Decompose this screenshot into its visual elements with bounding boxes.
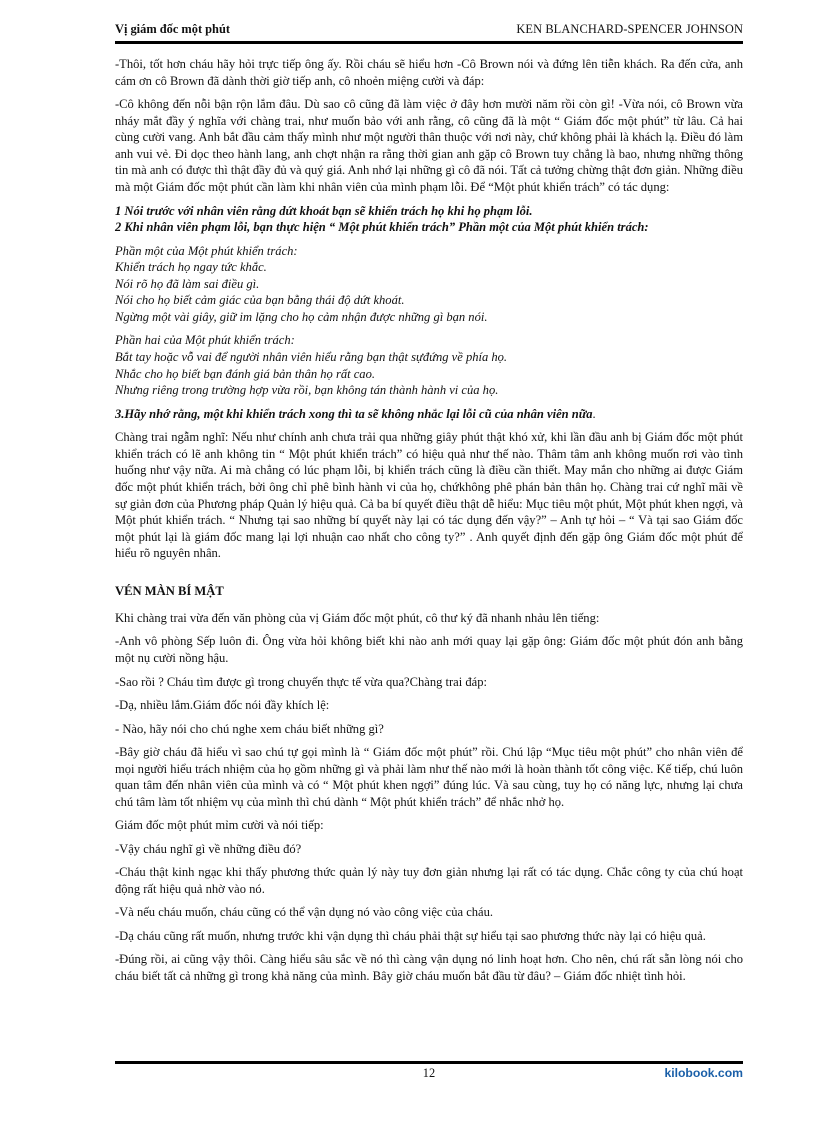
list-item: Phần hai của Một phút khiển trách: xyxy=(115,333,295,348)
header-rule xyxy=(115,41,743,44)
list-item: Nhắc cho họ biết bạn đánh giá bản thân họ rất cao. xyxy=(115,366,375,381)
section-heading: VÉN MÀN BÍ MẬT xyxy=(115,583,224,598)
list-item: Nói cho họ biết cảm giác của bạn bằng thái độ dứt khoát. xyxy=(115,293,405,308)
paragraph: Khi chàng trai vừa đến văn phòng của vị Giám đốc một phút, cô thư ký đã nhanh nhảu lên tiếng: xyxy=(115,610,600,625)
rule-3-period: . xyxy=(592,406,596,421)
paragraph: -Đúng rồi, ai cũng vậy thôi. Càng hiểu sâu sắc về nó thì càng vận dụng nó linh hoạt hơn. Cho nên, chú rất sẵn lòng nói cho cháu biết tất cả những gì trong khả năng của mình. Bây giờ cháu muốn bắt đầu từ đâu? – Giám đốc nhiệt tình hỏi. xyxy=(115,952,743,983)
rule-3-text: 3.Hãy nhớ rằng, một khi khiển trách xong thì ta sẽ không nhắc lại lỗi cũ của nhân viên nữa xyxy=(115,406,593,421)
paragraph: -Bây giờ cháu đã hiểu vì sao chú tự gọi mình là “ Giám đốc một phút” rồi. Chú lập “Mục tiêu một phút” cho nhân viên để mọi người hiểu trách nhiệm của họ gồm những gì và phải làm như thế nào mới là hoàn thành tốt công việc. Kế tiếp, chú luôn quan tâm đến nhân viên của mình và có “ Một phút khen ngợi” đúng lúc. Và sau cùng, tuy họ có năng lực, nhưng lại chưa chú tâm làm tốt nhiệm vụ của mình thì chú dành “ Một phút khiển trách” để nhắc nhở họ. xyxy=(115,744,743,809)
paragraph: -Cháu thật kinh ngạc khi thấy phương thức quản lý này tuy đơn giản nhưng lại rất có tác dụng. Chắc công ty của chú hoạt động rất hiệu quả nhờ vào nó. xyxy=(115,865,743,896)
paragraph: -Thôi, tốt hơn cháu hãy hỏi trực tiếp ông ấy. Rồi cháu sẽ hiểu hơn -Cô Brown nói và đứng lên tiễn khách. Ra đến cửa, anh cám ơn cô Brown đã dành thời giờ tiếp anh, cô nhoẻn miệng cười và đáp: xyxy=(115,57,743,88)
paragraph: -Dạ cháu cũng rất muốn, nhưng trước khi vận dụng thì cháu phải thật sự hiểu tại sao phương thức này lại có hiệu quả. xyxy=(115,928,706,943)
list-item: Phần một của Một phút khiển trách: xyxy=(115,243,298,258)
rule-3 xyxy=(115,406,743,423)
paragraph: -Sao rồi ? Cháu tìm được gì trong chuyến thực tế vừa qua?Chàng trai đáp: xyxy=(115,674,487,689)
list-item: Nói rõ họ đã làm sai điều gì. xyxy=(115,276,260,291)
page-header xyxy=(115,22,743,36)
paragraph: -Vậy cháu nghĩ gì về những điều đó? xyxy=(115,841,302,856)
rule-1: 1 Nói trước với nhân viên rằng dứt khoát bạn sẽ khiển trách họ khi họ phạm lỗi. xyxy=(115,203,533,218)
rule-2: 2 Khi nhân viên phạm lỗi, bạn thực hiện “ Một phút khiển trách” Phần một của Một phút khiển trách: xyxy=(115,220,649,235)
paragraph: -Anh vô phòng Sếp luôn đi. Ông vừa hỏi không biết khi nào anh mới quay lại gặp ông: Giám đốc một phút đón anh bằng một nụ cười nồng hậu. xyxy=(115,634,743,666)
list-item: Bắt tay hoặc vỗ vai để người nhân viên hiểu rằng bạn thật sựđứng về phía họ. xyxy=(115,350,508,365)
paragraph: Chàng trai ngẫm nghĩ: Nếu như chính anh chưa trải qua những giây phút thật khó xử, khi lần đầu anh bị Giám đốc một phút khiển trách có lẽ anh không tin “ Một phút khiển trách” có hiệu quả như thế nào. Thâm tâm anh không muốn rơi vào tình huống như vậy nữa. Ai mà chẳng có lúc phạm lỗi, bị khiển trách cũng là điều cần thiết. May mắn cho những ai được Giám đốc một phút khiển trách, bởi ông chỉ phê bình hành vi của họ, chứkhông phê phán bản thân họ. Chàng trai cứ nghĩ mãi về sự giản đơn của Phương pháp Quản lý hiệu quả. Cả ba bí quyết điều thật dễ hiểu: Mục tiêu một phút, Một phút khen ngợi, và Một phút khiển trách. “ Nhưng tại sao những bí quyết này lại có tác dụng đến vậy?” – Anh tự hỏi – “ Và tại sao Giám đốc một phút lại là giám đốc mang lại lợi nhuận cao nhất cho công ty?” . Anh quyết định đến gặp ông Giám đốc một phút để hiểu rõ nguyên nhân. xyxy=(115,430,743,561)
list-item: Ngừng một vài giây, giữ im lặng cho họ cảm nhận được những gì bạn nói. xyxy=(115,309,488,324)
paragraph: -Dạ, nhiều lắm.Giám đốc nói đầy khích lệ: xyxy=(115,698,330,713)
list-item: Khiển trách họ ngay tức khắc. xyxy=(115,260,267,275)
part-one-list xyxy=(115,243,743,326)
page-number: 12 xyxy=(422,1066,436,1080)
paragraph: Giám đốc một phút mỉm cười và nói tiếp: xyxy=(115,818,324,833)
book-title: Vị giám đốc một phút xyxy=(115,22,230,36)
page-footer xyxy=(115,1066,743,1084)
part-two-list xyxy=(115,332,743,398)
paragraph: - Nào, hãy nói cho chú nghe xem cháu biết những gì? xyxy=(115,721,384,736)
page-body xyxy=(115,56,743,991)
book-authors: KEN BLANCHARD-SPENCER JOHNSON xyxy=(516,22,743,36)
site-link[interactable]: kilobook.com xyxy=(664,1066,743,1080)
list-item: Nhưng riêng trong trường hợp vừa rồi, bạn không tán thành hành vi của họ. xyxy=(115,383,499,398)
paragraph: -Và nếu cháu muốn, cháu cũng có thể vận dụng nó vào công việc của cháu. xyxy=(115,905,494,920)
paragraph: -Cô không đến nỗi bận rộn lắm đâu. Dù sao cô cũng đã làm việc ở đây hơn mười năm rồi còn gì! -Vừa nói, cô Brown vừa nháy mắt đầy ý nghĩa với chàng trai, như muốn bảo với anh rằng, cô cũng đã là một “ Giám đốc một phút” từ lâu. Cả hai cùng cười vang. Anh bắt đầu cảm thấy mình như một người thân thuộc với nơi này, chứ không phải là khách lạ. Điều đó làm anh vui vẻ. Đi dọc theo hành lang, anh chợt nhận ra rằng thời gian anh gặp cô Brown tuy chẳng là bao, nhưng những thông tin mà anh có được thì thật đầy đủ và quý giá. Anh nhớ lại những gì cô đã nói. Tất cả tưởng chừng thật đơn giản. Những điều mà một Giám đốc một phút cần làm khi nhân viên của mình phạm lỗi. Để “Một phút khiển trách” có tác dụng: xyxy=(115,97,743,195)
footer-rule xyxy=(115,1061,743,1064)
